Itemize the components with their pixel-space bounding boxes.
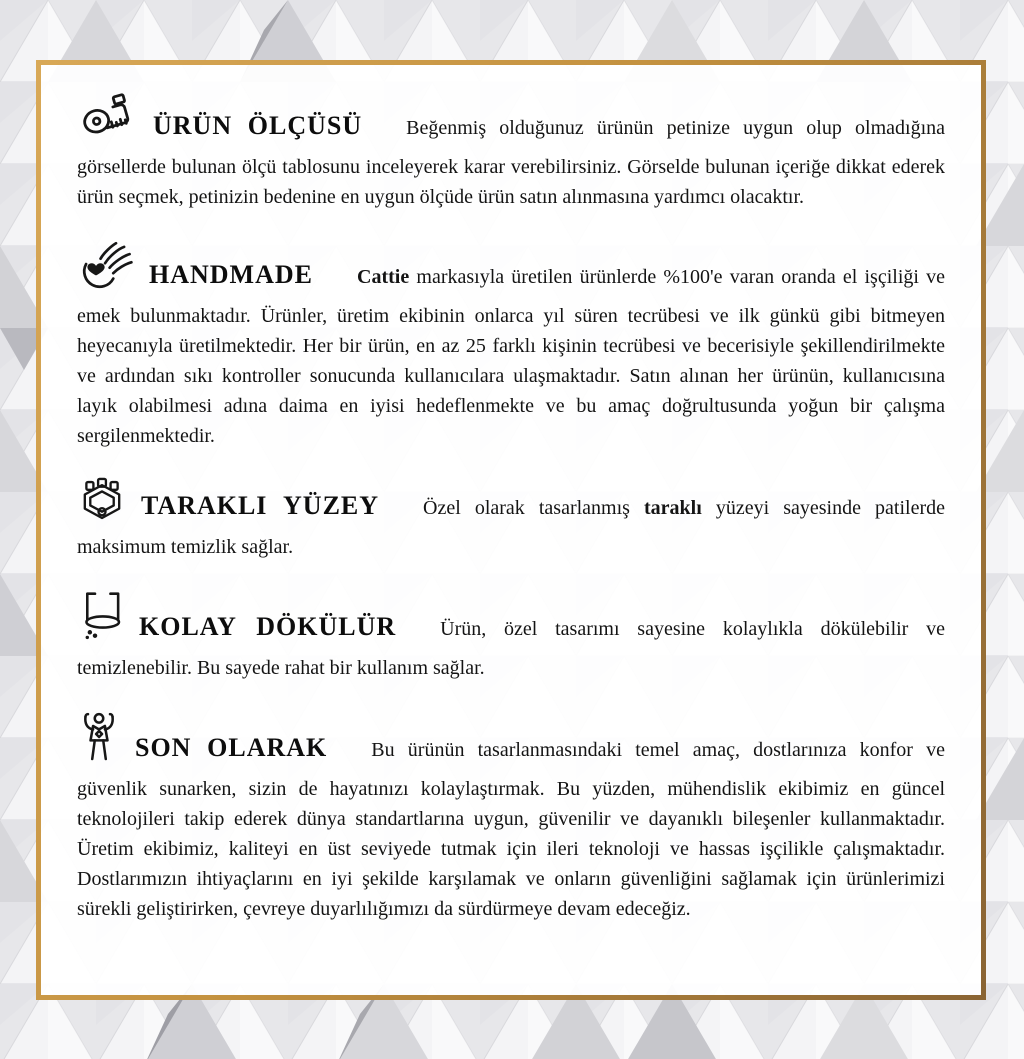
- section-urun-olcusu: [77, 91, 945, 212]
- section-kolay-dokulur: [77, 588, 945, 683]
- section-body: Ürün, özel tasarımı sayesine kolaylıkla dökülebilir ve temizlenebilir. Bu sayede rahat bir kullanım sağlar.: [77, 618, 945, 679]
- section-body: Bu ürünün tasarlanmasındaki temel amaç, dostlarınıza konfor ve güvenlik sunarken, sizin de hayatınızı kolaylaştırmak. Bu yüzden, mühendislik ekibimiz en güncel teknolojileri takip ederek dünya standartlarına uygun, güvenilir ve dayanıklı bileşenler kullanmaktadır. Üretim ekibimiz, kaliteyi en üst seviyede tutmak için ileri teknoloji ve hassas işçilikle çalışmaktadır. Dostlarımızın ihtiyaçlarını en iyi şekilde karşılamak ve onların güvenliğini sağlamak için ürünlerimizi sürekli geliştirirken, çevreye duyarlılığımızı da sürdürmeye devam edeceğiz.: [77, 739, 945, 920]
- measuring-tape-icon: [77, 91, 139, 152]
- section-body: Beğenmiş olduğunuz ürünün petinize uygun olup olmadığına görsellerde bulunan ölçü tablosunu inceleyerek karar verebilirsiniz. Görselde bulunan içeriğe dikkat ederek ürün seçmek, petinizin bedenine en uygun ölçüde ürün satın alınmasına yardımcı olacaktır.: [77, 117, 945, 208]
- section-body: Cattie markasıyla üretilen ürünlerde %100'e varan oranda el işçiliği ve emek bulunmaktadır. Ürünler, üretim ekibinin onlarca yıl süren tecrübesi ve ilk günkü gibi bitmeyen heyecanıyla üretilmektedir. Her bir ürün, en az 25 farklı kişinin tecrübesi ve becerisiyle şekillendirilmekte ve ardından sıkı kontroller sonucunda kullanıcılara ulaşmaktadır. Satın alınan her ürünün, kullanıcısına layık olabilmesi adına daima en iyisi hedeflenmekte ve bu amaç doğrultusunda yoğun bir çalışma sergilenmektedir.: [77, 266, 945, 447]
- section-son-olarak: [77, 709, 945, 924]
- person-celebrating-icon: [77, 709, 121, 774]
- section-title: SON OLARAK: [135, 733, 328, 762]
- section-handmade: [77, 238, 945, 451]
- section-title: TARAKLI YÜZEY: [141, 491, 380, 520]
- section-body: Özel olarak tasarlanmış taraklı yüzeyi sayesinde patilerde maksimum temizlik sağlar.: [77, 497, 945, 558]
- castellated-nut-icon: [77, 477, 127, 532]
- easy-pour-icon: [77, 588, 125, 653]
- content-panel: [36, 60, 986, 1000]
- section-title: HANDMADE: [149, 260, 313, 289]
- section-title: KOLAY DÖKÜLÜR: [139, 612, 397, 641]
- section-tarakli-yuzey: [77, 477, 945, 562]
- section-title: ÜRÜN ÖLÇÜSÜ: [153, 111, 363, 140]
- hand-heart-icon: [77, 238, 135, 301]
